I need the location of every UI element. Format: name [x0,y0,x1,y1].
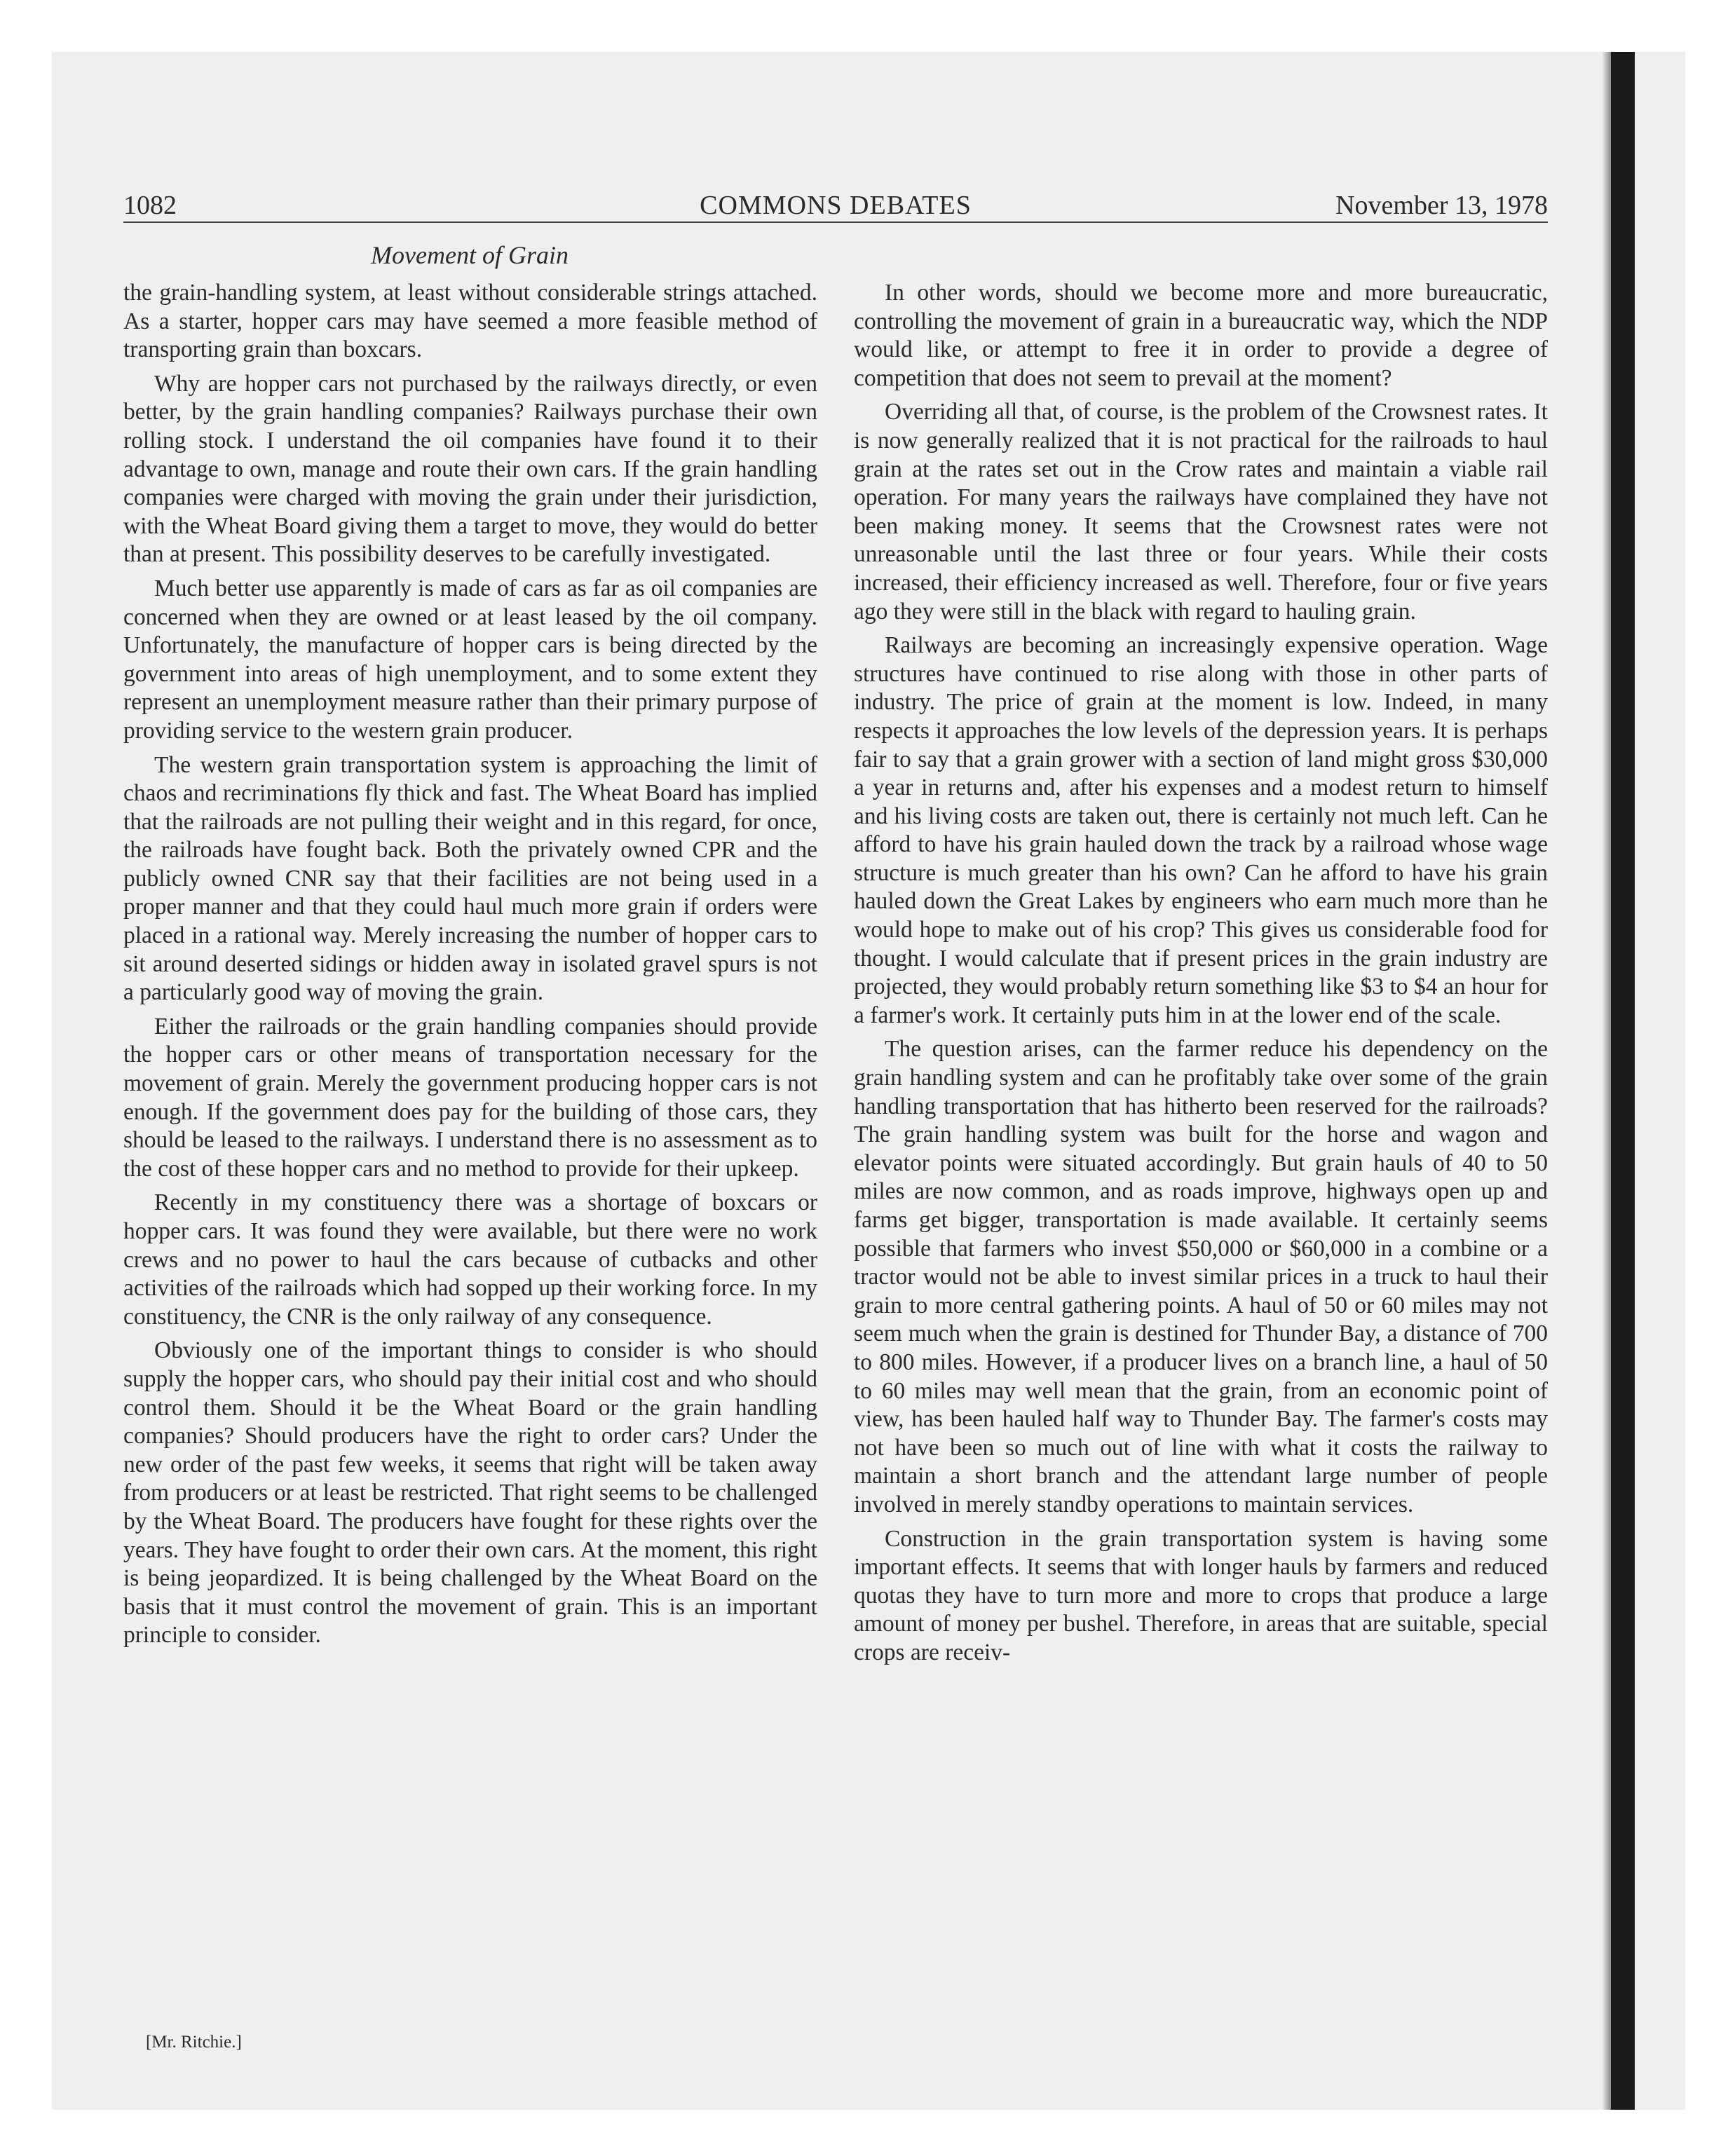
paragraph: Overriding all that, of course, is the problem of the Crowsnest rates. It is now generally realized that it is not practical for the railroads to haul grain at the rates set out in the Crow rates and maintain a viable rail operation. For many years the railways have complained they have not been making money. It seems that the Crowsnest rates were not unreasonable until the last three or four years. While their costs increased, their efficiency increased as well. Therefore, four or five years ago they were still in the black with regard to hauling grain. [854,399,1548,625]
paragraph: the grain-handling system, at least without considerable strings attached. As a starter, hopper cars may have seemed a more feasible method of transporting grain than boxcars. [123,280,817,363]
subject-heading: Movement of Grain [371,241,569,269]
paragraph: Either the railroads or the grain handling companies should provide the hopper cars or other means of transportation necessary for the movement of grain. Merely the government producing hopper cars is not enough. If the government does pay for the building of those cars, they should be leased to the railways. I understand there is no assessment as to the cost of these hopper cars and no method to provide for their upkeep. [123,1013,817,1182]
paragraph: Railways are becoming an increasingly expensive operation. Wage structures have continued to rise along with those in other parts of industry. The price of grain at the moment is low. Indeed, in many respects it approaches the low levels of the depression years. It is perhaps fair to say that a grain grower with a section of land might gross $30,000 a year in returns and, after his expenses and a modest return to himself and his living costs are taken out, there is certainly not much left. Can he afford to have his grain hauled down the track by a railroad whose wage structure is much greater than his own? Can he afford to have his grain hauled down the Great Lakes by engineers who earn much more than he would hope to make out of his crop? This gives us considerable food for thought. I would calculate that if present prices in the grain industry are projected, they would probably return something like $3 to $4 an hour for a farmer's work. It certainly puts him in at the lower end of the scale. [854,632,1548,1028]
left-column [123,279,817,1656]
paragraph: Recently in my constituency there was a shortage of boxcars or hopper cars. It was found they were available, but there were no work crews and no power to haul the cars because of cutbacks and other activities of the railroads which had sopped up their working force. In my constituency, the CNR is the only railway of any consequence. [123,1189,817,1330]
binding-edge [1611,52,1635,2110]
publication-date: November 13, 1978 [1335,191,1548,220]
publication-title: COMMONS DEBATES [700,191,972,220]
paragraph: Obviously one of the important things to consider is who should supply the hopper cars, who should pay their initial cost and who should control them. Should it be the Wheat Board or the grain handling companies? Should producers have the right to order cars? Under the new order of the past few weeks, it seems that right will be taken away from producers or at least be restricted. That right seems to be challenged by the Wheat Board. The producers have fought for these rights over the years. They have fought to order their own cars. At the moment, this right is being jeopardized. It is being challenged by the Wheat Board on the basis that it must control the movement of grain. This is an important principle to consider. [123,1337,817,1649]
paragraph: Construction in the grain transportation system is having some important effects. It seems that with longer hauls by farmers and reduced quotas they have to turn more and more to crops that produce a large amount of money per bushel. Therefore, in areas that are suitable, special crops are receiv- [854,1525,1548,1665]
paragraph: In other words, should we become more and more bureaucratic, controlling the movement of grain in a bureaucratic way, which the NDP would like, or attempt to free it in order to provide a degree of competition that does not seem to prevail at the moment? [854,280,1548,391]
paragraph: Why are hopper cars not purchased by the railways directly, or even better, by the grain handling companies? Railways purchase their own rolling stock. I understand the oil companies have found it to their advantage to own, manage and route their own cars. If the grain handling companies were charged with moving the grain under their jurisdiction, with the Wheat Board giving them a target to move, they would do better than at present. This possibility deserves to be carefully investigated. [123,370,817,568]
speaker-note: [Mr. Ritchie.] [146,2033,242,2052]
page-edge-shadow [1602,52,1611,2110]
page-number: 1082 [123,191,177,220]
header-rule [123,221,1548,223]
paragraph: The question arises, can the farmer reduce his dependency on the grain handling system and can he profitably take over some of the grain handling transportation that has hitherto been reserved for the railroads? The grain handling system was built for the horse and wagon and elevator points were situated accordingly. But grain hauls of 40 to 50 miles are now common, and as roads improve, highways open up and farms get bigger, transportation is made available. It certainly seems possible that farmers who invest $50,000 or $60,000 in a combine or a tractor would not be able to invest similar prices in a truck to haul their grain to more central gathering points. A haul of 50 or 60 miles may not seem much when the grain is destined for Thunder Bay, a distance of 700 to 800 miles. However, if a producer lives on a branch line, a haul of 50 to 60 miles may well mean that the grain, from an economic point of view, has been hauled half way to Thunder Bay. The farmer's costs may not have been so much out of line with what it costs the railway to maintain a short branch and the attendant large number of people involved in merely standby operations to maintain services. [854,1036,1548,1517]
page-header [123,188,1548,223]
paragraph: The western grain transportation system is approaching the limit of chaos and recriminations fly thick and fast. The Wheat Board has implied that the railroads are not pulling their weight and in this regard, for once, the railroads have fought back. Both the privately owned CPR and the publicly owned CNR say that their facilities are not being used in a proper manner and that they could haul much more grain if orders were placed in a rational way. Merely increasing the number of hopper cars to sit around deserted sidings or hidden away in isolated gravel spurs is not a particularly good way of moving the grain. [123,751,817,1006]
right-column [854,279,1548,1673]
paragraph: Much better use apparently is made of cars as far as oil companies are concerned when they are owned or at least leased by the oil company. Unfortunately, the manufacture of hopper cars is being directed by the government into areas of high unemployment, and to some extent they represent an unemployment measure rather than their primary purpose of providing service to the western grain producer. [123,575,817,744]
